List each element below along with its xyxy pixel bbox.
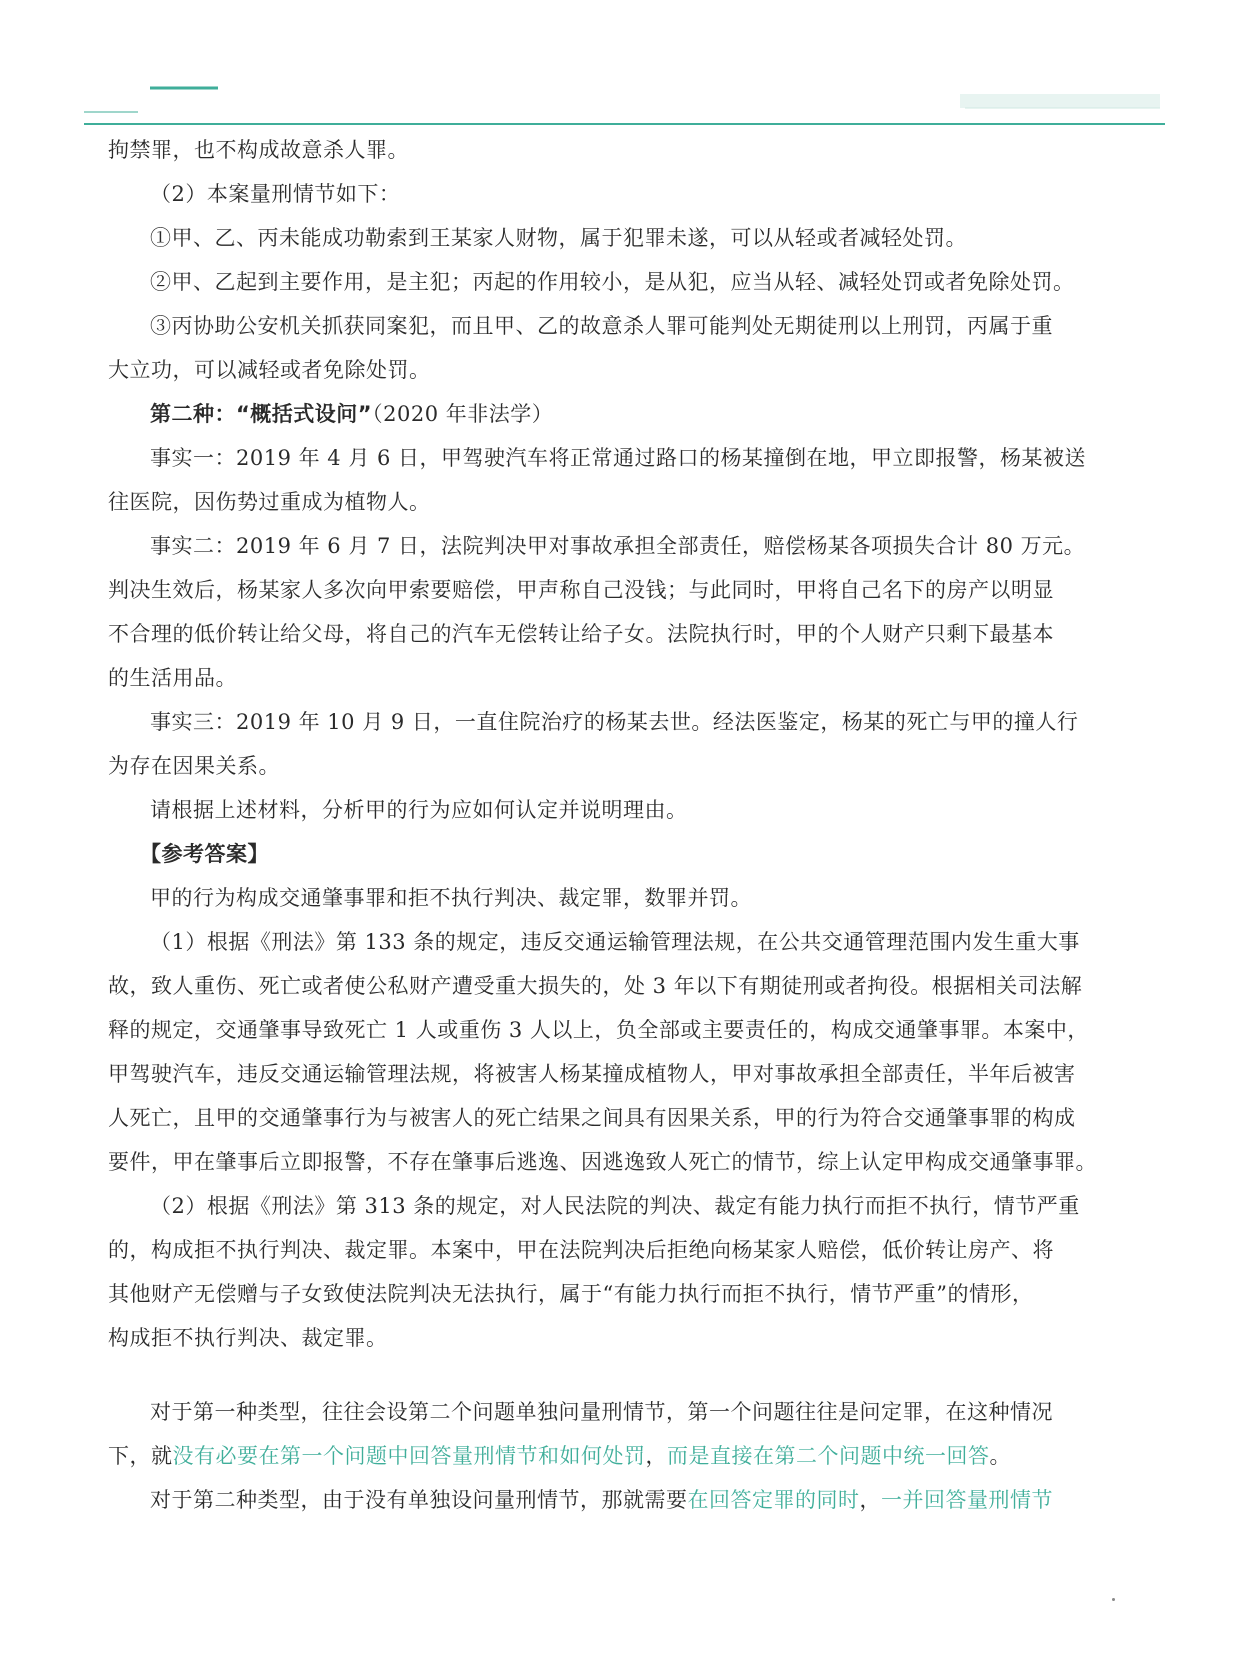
section-heading [108, 392, 1138, 436]
plain-text: ， [645, 1444, 667, 1468]
question-line: 请根据上述材料，分析甲的行为应如何认定并说明理由。 [150, 798, 688, 822]
heading-year-text: （2020 年非法学） [372, 402, 554, 426]
heading-bold-text: 第二种：“概括式设问” [150, 402, 373, 426]
highlight-text: 在回答定罪的同时 [687, 1488, 860, 1512]
highlight-text: 一并回答量刑情节 [881, 1488, 1053, 1512]
text-line: （2）本案量刑情节如下： [150, 182, 401, 206]
text-line: 不合理的低价转让给父母，将自己的汽车无偿转让给子女。法院执行时，甲的个人财产只剩下最基本 [108, 622, 1054, 646]
text-line: （2）根据《刑法》第 313 条的规定，对人民法院的判决、裁定有能力执行而拒不执行，情节严重 [150, 1194, 1080, 1218]
plain-text: 下，就 [108, 1444, 173, 1468]
plain-text: ， [859, 1488, 881, 1512]
highlight-text: 而是直接在第二个问题中统一回答 [667, 1444, 990, 1468]
answer-heading: 【参考答案】 [140, 842, 269, 866]
text-line: 的生活用品。 [108, 666, 237, 690]
text-line: 甲驾驶汽车，违反交通运输管理法规，将被害人杨某撞成植物人，甲对事故承担全部责任，半年后被害 [108, 1062, 1076, 1086]
text-line: 人死亡，且甲的交通肇事行为与被害人的死亡结果之间具有因果关系，甲的行为符合交通肇事罪的构成 [108, 1106, 1076, 1130]
text-line: 要件，甲在肇事后立即报警，不存在肇事后逃逸、因逃逸致人死亡的情节，综上认定甲构成交通肇事罪。 [108, 1150, 1097, 1174]
text-line: 对于第一种类型，往往会设第二个问题单独问量刑情节，第一个问题往往是问定罪，在这种情况 [150, 1400, 1053, 1424]
text-line: 构成拒不执行判决、裁定罪。 [108, 1326, 388, 1350]
text-line: 其他财产无偿赠与子女致使法院判决无法执行，属于“有能力执行而拒不执行，情节严重”的情形， [108, 1282, 1034, 1306]
text-line: （1）根据《刑法》第 133 条的规定，违反交通运输管理法规，在公共交通管理范围内发生重大事 [150, 930, 1080, 954]
plain-text: 。 [989, 1444, 1011, 1468]
document-body [108, 128, 1138, 1522]
text-line: 往医院，因伤势过重成为植物人。 [108, 490, 431, 514]
text-line: 事实二：2019 年 6 月 7 日，法院判决甲对事故承担全部责任，赔偿杨某各项损失合计 80 万元。 [150, 534, 1086, 558]
text-line-highlighted [108, 1478, 1138, 1522]
text-line: ①甲、乙、丙未能成功勒索到王某家人财物，属于犯罪未遂，可以从轻或者减轻处罚。 [150, 226, 967, 250]
page-mark [1112, 1598, 1115, 1601]
header-decoration [0, 0, 1242, 140]
text-line-highlighted [108, 1434, 1138, 1478]
text-line: 拘禁罪，也不构成故意杀人罪。 [108, 138, 409, 162]
plain-text: 对于第二种类型，由于没有单独设问量刑情节，那就需要 [150, 1488, 688, 1512]
paragraph-gap [108, 1360, 1138, 1390]
text-line: ③丙协助公安机关抓获同案犯，而且甲、乙的故意杀人罪可能判处无期徒刑以上刑罚，丙属于重 [150, 314, 1053, 338]
text-line: 判决生效后，杨某家人多次向甲索要赔偿，甲声称自己没钱；与此同时，甲将自己名下的房产以明显 [108, 578, 1054, 602]
highlight-text: 没有必要在第一个问题中回答量刑情节和如何处罚 [172, 1444, 646, 1468]
text-line: 事实三：2019 年 10 月 9 日，一直住院治疗的杨某去世。经法医鉴定，杨某的死亡与甲的撞人行 [150, 710, 1079, 734]
text-line: 事实一：2019 年 4 月 6 日，甲驾驶汽车将正常通过路口的杨某撞倒在地，甲立即报警，杨某被送 [150, 446, 1087, 470]
text-line: ②甲、乙起到主要作用，是主犯；丙起的作用较小，是从犯，应当从轻、减轻处罚或者免除处罚。 [150, 270, 1075, 294]
text-line: 故，致人重伤、死亡或者使公私财产遭受重大损失的，处 3 年以下有期徒刑或者拘役。根据相关司法解 [108, 974, 1083, 998]
text-line: 甲的行为构成交通肇事罪和拒不执行判决、裁定罪，数罪并罚。 [150, 886, 752, 910]
text-line: 释的规定，交通肇事导致死亡 1 人或重伤 3 人以上，负全部或主要责任的，构成交通肇事罪。本案中， [108, 1018, 1089, 1042]
text-line: 大立功，可以减轻或者免除处罚。 [108, 358, 431, 382]
text-line: 的，构成拒不执行判决、裁定罪。本案中，甲在法院判决后拒绝向杨某家人赔偿，低价转让房产、将 [108, 1238, 1054, 1262]
text-line: 为存在因果关系。 [108, 754, 280, 778]
